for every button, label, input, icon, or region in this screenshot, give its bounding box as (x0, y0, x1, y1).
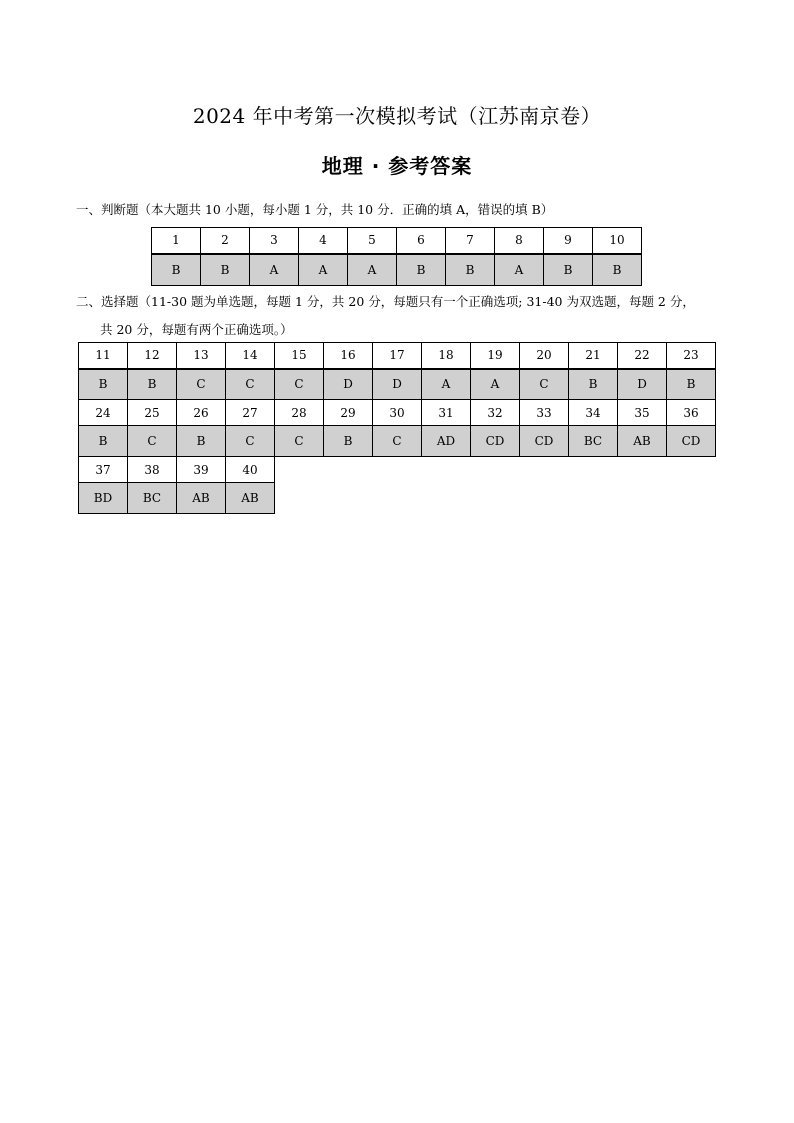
answer-cell: BC (128, 483, 177, 514)
question-number-row (79, 400, 716, 426)
answer-cell: B (324, 426, 373, 457)
question-number: 26 (177, 400, 226, 426)
answer-cell: B (569, 369, 618, 400)
answer-cell: C (275, 369, 324, 400)
question-number: 6 (397, 228, 446, 254)
answer-cell: B (201, 254, 250, 286)
question-number: 12 (128, 343, 177, 369)
question-number: 1 (152, 228, 201, 254)
answer-cell: C (275, 426, 324, 457)
answer-row (79, 483, 716, 514)
empty-cell (618, 457, 667, 483)
answer-cell: CD (471, 426, 520, 457)
question-number: 37 (79, 457, 128, 483)
answer-cell: C (520, 369, 569, 400)
question-number: 14 (226, 343, 275, 369)
empty-cell (667, 483, 716, 514)
answer-cell: CD (520, 426, 569, 457)
question-number: 9 (544, 228, 593, 254)
answer-cell: C (128, 426, 177, 457)
page-title: 2024 年中考第一次模拟考试（江苏南京卷） (192, 104, 602, 128)
question-number-row (79, 343, 716, 369)
question-number: 13 (177, 343, 226, 369)
question-number: 39 (177, 457, 226, 483)
empty-cell (520, 457, 569, 483)
answer-row (152, 254, 642, 286)
question-number: 18 (422, 343, 471, 369)
question-number-row (79, 457, 716, 483)
question-number: 21 (569, 343, 618, 369)
empty-cell (618, 483, 667, 514)
empty-cell (422, 457, 471, 483)
empty-cell (324, 483, 373, 514)
empty-cell (275, 483, 324, 514)
question-number: 17 (373, 343, 422, 369)
answer-cell: B (79, 426, 128, 457)
section2-heading (76, 288, 726, 344)
question-number: 29 (324, 400, 373, 426)
empty-cell (373, 483, 422, 514)
answer-cell: B (446, 254, 495, 286)
section2-heading-line2: 共 20 分，每题有两个正确选项。） (100, 322, 293, 337)
answer-cell: C (177, 369, 226, 400)
answer-cell: AB (177, 483, 226, 514)
empty-cell (569, 457, 618, 483)
empty-cell (667, 457, 716, 483)
answer-cell: A (471, 369, 520, 400)
answer-cell: A (348, 254, 397, 286)
answer-cell: AB (618, 426, 667, 457)
answer-cell: A (250, 254, 299, 286)
answer-cell: A (299, 254, 348, 286)
empty-cell (275, 457, 324, 483)
question-number: 7 (446, 228, 495, 254)
answer-cell: B (667, 369, 716, 400)
question-number: 4 (299, 228, 348, 254)
empty-cell (471, 483, 520, 514)
question-number: 35 (618, 400, 667, 426)
question-number: 40 (226, 457, 275, 483)
question-number: 2 (201, 228, 250, 254)
question-number: 33 (520, 400, 569, 426)
choice-answer-table (78, 342, 716, 514)
empty-cell (324, 457, 373, 483)
question-number: 5 (348, 228, 397, 254)
page-subtitle: 地理 · 参考答案 (321, 154, 473, 178)
answer-cell: B (152, 254, 201, 286)
answer-cell: A (495, 254, 544, 286)
answer-cell: B (177, 426, 226, 457)
question-number: 20 (520, 343, 569, 369)
answer-row (79, 369, 716, 400)
answer-cell: BD (79, 483, 128, 514)
answer-cell: B (128, 369, 177, 400)
answer-cell: CD (667, 426, 716, 457)
answer-cell: B (79, 369, 128, 400)
judgment-answer-table (151, 227, 642, 286)
answer-cell: D (618, 369, 667, 400)
empty-cell (569, 483, 618, 514)
answer-cell: C (373, 426, 422, 457)
answer-cell: B (397, 254, 446, 286)
question-number: 3 (250, 228, 299, 254)
question-number: 16 (324, 343, 373, 369)
question-number: 8 (495, 228, 544, 254)
question-number: 31 (422, 400, 471, 426)
question-number: 32 (471, 400, 520, 426)
empty-cell (373, 457, 422, 483)
question-number: 22 (618, 343, 667, 369)
question-number: 24 (79, 400, 128, 426)
answer-row (79, 426, 716, 457)
empty-cell (471, 457, 520, 483)
question-number-row (152, 228, 642, 254)
question-number: 25 (128, 400, 177, 426)
question-number: 23 (667, 343, 716, 369)
answer-cell: AD (422, 426, 471, 457)
question-number: 30 (373, 400, 422, 426)
answer-cell: B (593, 254, 642, 286)
question-number: 19 (471, 343, 520, 369)
empty-cell (422, 483, 471, 514)
answer-cell: D (373, 369, 422, 400)
answer-cell: A (422, 369, 471, 400)
question-number: 36 (667, 400, 716, 426)
answer-cell: AB (226, 483, 275, 514)
question-number: 34 (569, 400, 618, 426)
section2-heading-line1: 二、选择题（11-30 题为单选题，每题 1 分，共 20 分，每题只有一个正确选项; 31-40 为双选题，每题 2 分， (76, 294, 695, 309)
answer-cell: C (226, 369, 275, 400)
section1-heading: 一、判断题（本大题共 10 小题，每小题 1 分，共 10 分．正确的填 A，错误的填 B） (76, 202, 554, 217)
answer-cell: D (324, 369, 373, 400)
empty-cell (520, 483, 569, 514)
question-number: 10 (593, 228, 642, 254)
question-number: 28 (275, 400, 324, 426)
question-number: 15 (275, 343, 324, 369)
answer-cell: BC (569, 426, 618, 457)
question-number: 38 (128, 457, 177, 483)
answer-cell: B (544, 254, 593, 286)
question-number: 11 (79, 343, 128, 369)
question-number: 27 (226, 400, 275, 426)
answer-cell: C (226, 426, 275, 457)
